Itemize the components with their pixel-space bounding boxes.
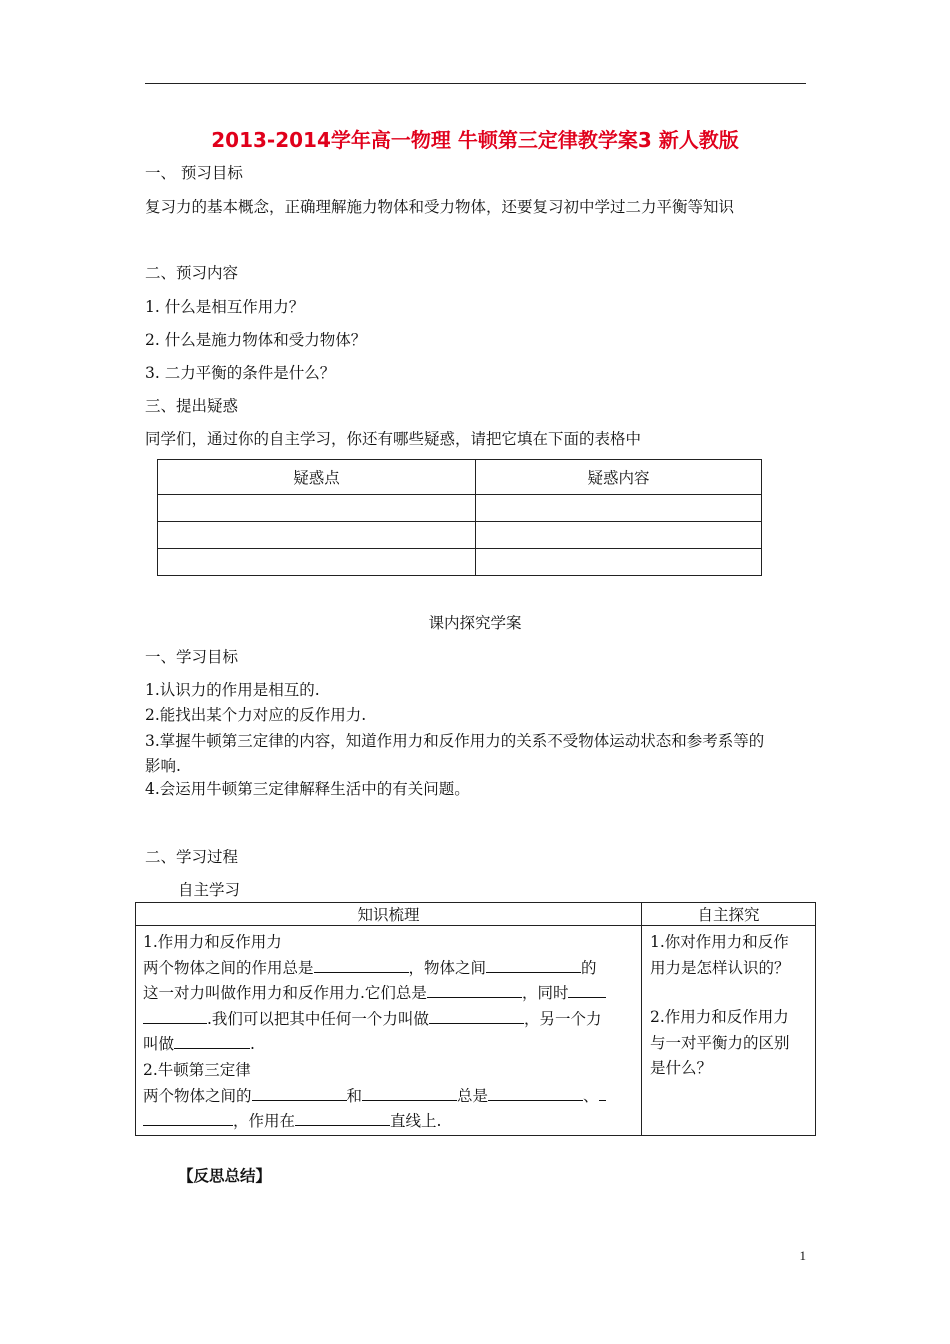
blank[interactable]	[143, 1007, 207, 1024]
blank[interactable]	[488, 1084, 583, 1101]
knowledge-line-1: 两个物体之间的作用总是 ，物体之间 的	[143, 956, 635, 982]
blank[interactable]	[314, 956, 409, 973]
section-heading-preview-content: 二、预习内容	[145, 264, 239, 282]
section-heading-preview-goals: 一、 预习目标	[145, 164, 243, 182]
inquiry-question-2-end: 是什么？	[650, 1059, 713, 1078]
knowledge-cell	[136, 926, 642, 1136]
reflection-summary-heading: 【反思总结】	[178, 1167, 272, 1185]
knowledge-line-3: .我们可以把其中任何一个力叫做 ，另一个力	[143, 1007, 635, 1033]
learning-goal-1: 1.认识力的作用是相互的.	[145, 681, 320, 699]
section-heading-learning-goals: 一、学习目标	[145, 648, 239, 666]
knowledge-line-6: ，作用在 直线上.	[143, 1109, 635, 1135]
doubts-cell[interactable]	[158, 549, 476, 576]
blank[interactable]	[143, 1109, 233, 1126]
blank[interactable]	[568, 981, 606, 998]
knowledge-heading-1: 1.作用力和反作用力	[143, 933, 282, 951]
learning-goal-2: 2.能找出某个力对应的反作用力.	[145, 706, 367, 724]
page-number: 1	[799, 1248, 806, 1263]
class-inquiry-title: 课内探究学案	[428, 614, 522, 632]
blank[interactable]	[486, 956, 581, 973]
knowledge-line-2: 这一对力叫做作用力和反作用力.它们总是 ，同时	[143, 981, 635, 1007]
blank[interactable]	[427, 981, 522, 998]
knowledge-line-4: 叫做 .	[143, 1032, 635, 1058]
doubts-cell[interactable]	[476, 495, 762, 522]
blank[interactable]	[599, 1084, 606, 1101]
study-header-knowledge: 知识梳理	[136, 903, 642, 926]
section-heading-process: 二、学习过程	[145, 848, 239, 866]
doubts-header-point: 疑惑点	[158, 460, 476, 495]
learning-goal-3-cont: 影响.	[145, 757, 181, 775]
doubts-cell[interactable]	[476, 522, 762, 549]
learning-goal-4: 4.会运用牛顿第三定律解释生活中的有关问题。	[145, 780, 470, 798]
doubts-header-content: 疑惑内容	[476, 460, 762, 495]
section-heading-doubts: 三、提出疑惑	[145, 397, 239, 415]
inquiry-cell	[642, 926, 816, 1136]
blank[interactable]	[362, 1084, 457, 1101]
doubts-cell[interactable]	[158, 522, 476, 549]
knowledge-line-5: 两个物体之间的 和 总是 、	[143, 1084, 635, 1110]
study-table	[135, 902, 816, 1136]
blank[interactable]	[174, 1032, 250, 1049]
preview-question-3: 3. 二力平衡的条件是什么？	[145, 364, 336, 382]
study-header-inquiry: 自主探究	[642, 903, 816, 926]
doubts-instruction: 同学们，通过你的自主学习，你还有哪些疑惑，请把它填在下面的表格中	[145, 430, 642, 448]
self-study-label: 自主学习	[178, 881, 241, 899]
learning-goal-3: 3.掌握牛顿第三定律的内容，知道作用力和反作用力的关系不受物体运动状态和参考系等的	[145, 732, 765, 750]
inquiry-question-2: 2.作用力和反作用力	[650, 1008, 789, 1027]
preview-question-2: 2. 什么是施力物体和受力物体？	[145, 331, 367, 349]
blank[interactable]	[295, 1109, 390, 1126]
doubts-table	[157, 459, 762, 576]
document-title: 2013-2014学年高一物理 牛顿第三定律教学案3 新人教版	[211, 128, 739, 152]
inquiry-question-1-cont: 用力是怎样认识的？	[650, 958, 790, 977]
inquiry-question-2-cont: 与一对平衡力的区别	[650, 1033, 790, 1052]
header-rule	[145, 83, 806, 84]
doubts-cell[interactable]	[476, 549, 762, 576]
blank[interactable]	[252, 1084, 347, 1101]
blank[interactable]	[429, 1007, 524, 1024]
inquiry-question-1: 1.你对作用力和反作	[650, 933, 789, 951]
knowledge-heading-2: 2.牛顿第三定律	[143, 1060, 251, 1079]
preview-goals-text: 复习力的基本概念，正确理解施力物体和受力物体，还要复习初中学过二力平衡等知识	[145, 198, 735, 216]
preview-question-1: 1. 什么是相互作用力？	[145, 298, 305, 316]
doubts-cell[interactable]	[158, 495, 476, 522]
